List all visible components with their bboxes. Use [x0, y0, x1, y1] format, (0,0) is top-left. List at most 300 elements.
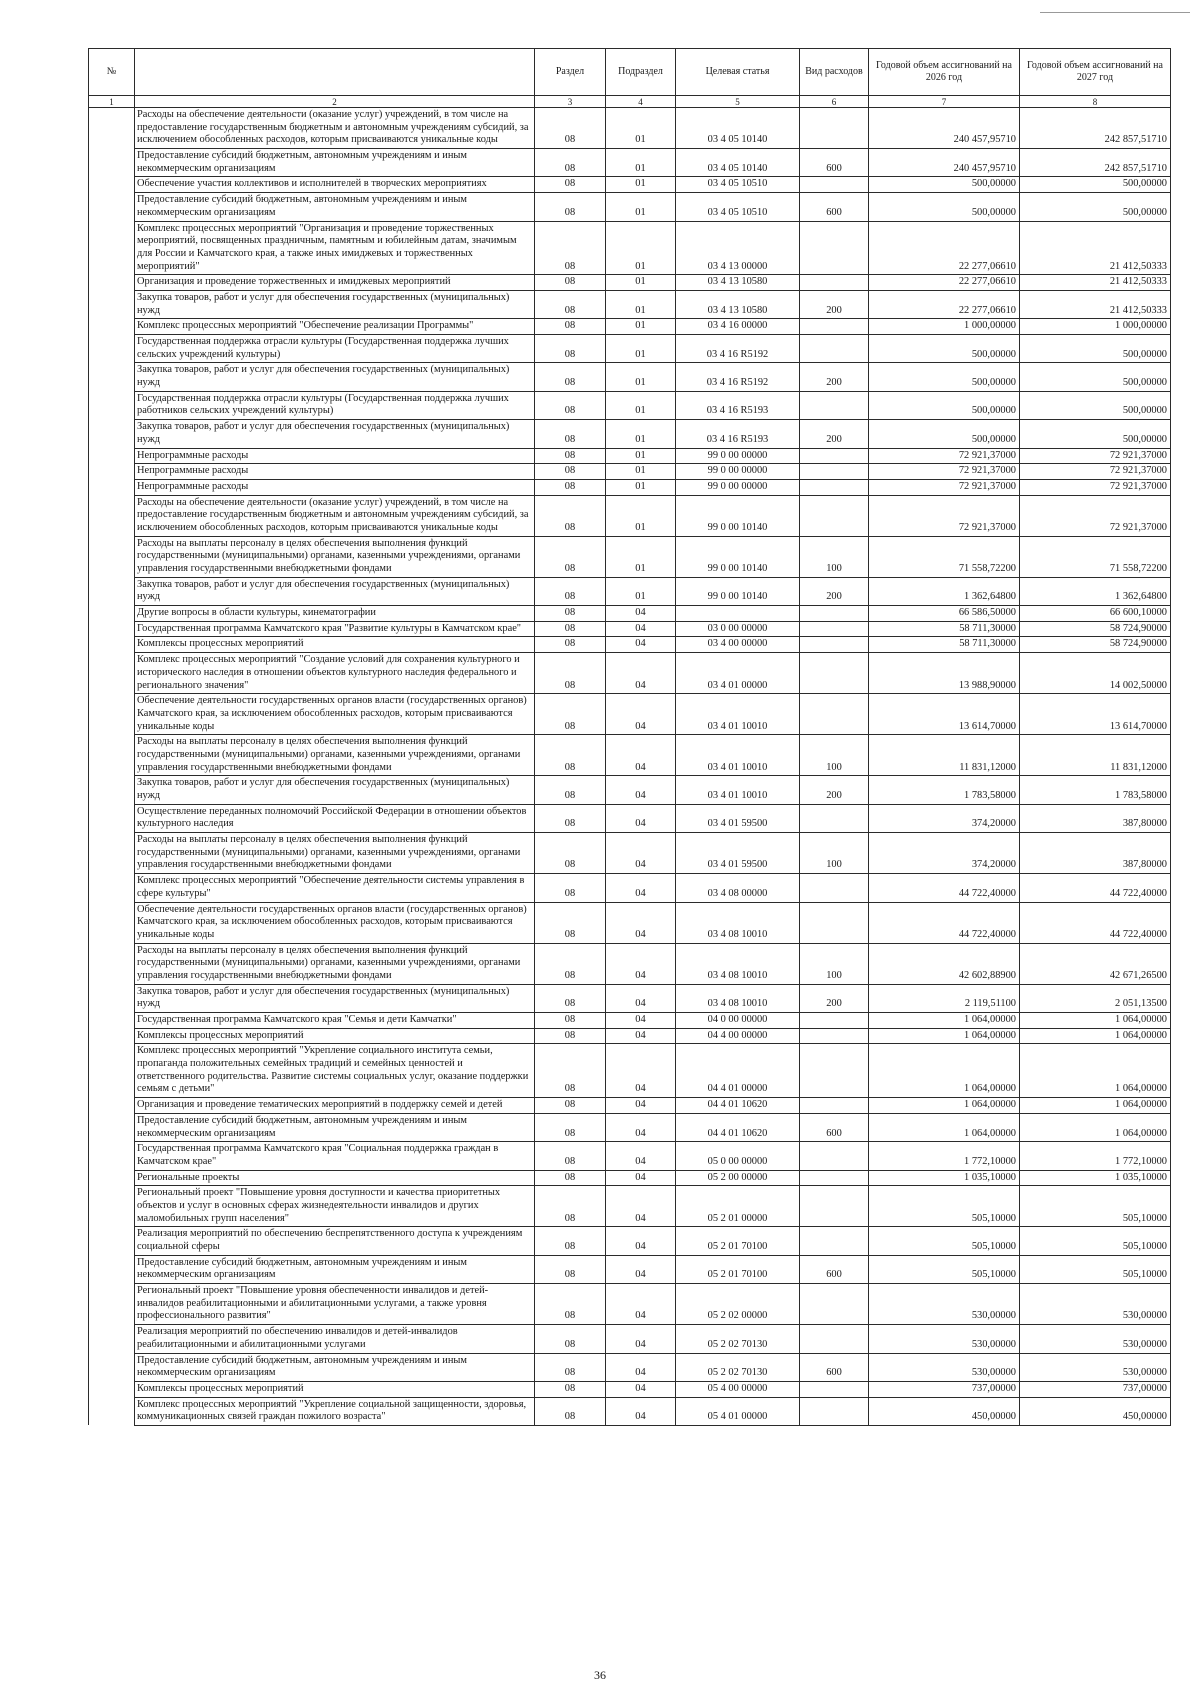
- expense-type-code: [800, 1028, 869, 1044]
- header-name: [135, 49, 535, 96]
- podrazdel-code: 04: [606, 1113, 676, 1141]
- row-number-cell: [89, 1227, 135, 1255]
- amount-2026: 72 921,37000: [869, 464, 1020, 480]
- expense-name: Комплекс процессных мероприятий "Укрепление социального института семьи, пропаганда положительных семейных традиций и семейных ценностей и ответственного родительства. Развитие системы социальных услуг, оказание поддержки семьям с детьми": [135, 1044, 535, 1098]
- razdel-code: 08: [535, 1325, 606, 1353]
- table-row: [89, 177, 1171, 193]
- row-number-cell: [89, 1186, 135, 1227]
- amount-2026: 72 921,37000: [869, 479, 1020, 495]
- top-edge-line: [1040, 12, 1190, 13]
- header-2027: Годовой объем ассигнований на 2027 год: [1020, 49, 1171, 96]
- expense-name: Расходы на выплаты персоналу в целях обеспечения выполнения функций государственными (муниципальными) органами, казенными учреждениями, органами управления государственными внебюджетными фондами: [135, 536, 535, 577]
- row-number-cell: [89, 735, 135, 776]
- amount-2027: 1 064,00000: [1020, 1044, 1171, 1098]
- target-article-code: 05 4 01 00000: [676, 1397, 800, 1425]
- podrazdel-code: 01: [606, 335, 676, 363]
- razdel-code: 08: [535, 1044, 606, 1098]
- expense-name: Государственная программа Камчатского края "Социальная поддержка граждан в Камчатском крае": [135, 1142, 535, 1170]
- amount-2027: 1 064,00000: [1020, 1013, 1171, 1029]
- podrazdel-code: 04: [606, 1142, 676, 1170]
- target-article-code: 03 4 16 00000: [676, 319, 800, 335]
- row-number-cell: [89, 290, 135, 318]
- amount-2026: 374,20000: [869, 804, 1020, 832]
- amount-2027: 44 722,40000: [1020, 902, 1171, 943]
- amount-2026: 500,00000: [869, 391, 1020, 419]
- expense-type-code: 200: [800, 984, 869, 1012]
- amount-2027: 1 064,00000: [1020, 1098, 1171, 1114]
- table-row: [89, 833, 1171, 874]
- amount-2026: 500,00000: [869, 193, 1020, 221]
- header-no: №: [89, 49, 135, 96]
- expense-type-code: [800, 621, 869, 637]
- row-number-cell: [89, 1397, 135, 1425]
- expense-type-code: [800, 177, 869, 193]
- expense-type-code: [800, 1013, 869, 1029]
- table-row: [89, 1353, 1171, 1381]
- row-number-cell: [89, 536, 135, 577]
- expense-type-code: [800, 874, 869, 902]
- table-row: [89, 735, 1171, 776]
- expense-name: Предоставление субсидий бюджетным, автономным учреждениям и иным некоммерческим организациям: [135, 193, 535, 221]
- expense-type-code: [800, 464, 869, 480]
- row-number-cell: [89, 1325, 135, 1353]
- expense-name: Комплексы процессных мероприятий: [135, 637, 535, 653]
- podrazdel-code: 04: [606, 1284, 676, 1325]
- row-number-cell: [89, 653, 135, 694]
- amount-2027: 66 600,10000: [1020, 606, 1171, 622]
- target-article-code: 04 4 00 00000: [676, 1028, 800, 1044]
- amount-2027: 242 857,51710: [1020, 108, 1171, 149]
- expense-type-code: 100: [800, 943, 869, 984]
- amount-2027: 505,10000: [1020, 1227, 1171, 1255]
- razdel-code: 08: [535, 694, 606, 735]
- expense-name: Государственная программа Камчатского края "Развитие культуры в Камчатском крае": [135, 621, 535, 637]
- amount-2026: 22 277,06610: [869, 275, 1020, 291]
- amount-2026: 71 558,72200: [869, 536, 1020, 577]
- amount-2027: 450,00000: [1020, 1397, 1171, 1425]
- row-number-cell: [89, 1028, 135, 1044]
- table-row: [89, 1381, 1171, 1397]
- expense-name: Осуществление переданных полномочий Российской Федерации в отношении объектов культурного наследия: [135, 804, 535, 832]
- amount-2026: 500,00000: [869, 335, 1020, 363]
- amount-2026: 240 457,95710: [869, 108, 1020, 149]
- amount-2027: 505,10000: [1020, 1186, 1171, 1227]
- razdel-code: 08: [535, 464, 606, 480]
- row-number-cell: [89, 776, 135, 804]
- amount-2027: 21 412,50333: [1020, 221, 1171, 275]
- razdel-code: 08: [535, 536, 606, 577]
- amount-2027: 21 412,50333: [1020, 275, 1171, 291]
- podrazdel-code: 04: [606, 694, 676, 735]
- amount-2027: 11 831,12000: [1020, 735, 1171, 776]
- row-number-cell: [89, 833, 135, 874]
- amount-2027: 530,00000: [1020, 1353, 1171, 1381]
- table-row: [89, 290, 1171, 318]
- expense-name: Комплекс процессных мероприятий "Укрепление социальной защищенности, здоровья, коммуникационных связей граждан пожилого возраста": [135, 1397, 535, 1425]
- razdel-code: 08: [535, 1255, 606, 1283]
- razdel-code: 08: [535, 1353, 606, 1381]
- amount-2026: 240 457,95710: [869, 149, 1020, 177]
- razdel-code: 08: [535, 319, 606, 335]
- podrazdel-code: 01: [606, 363, 676, 391]
- razdel-code: 08: [535, 363, 606, 391]
- expense-name: Региональный проект "Повышение уровня обеспеченности инвалидов и детей-инвалидов реабилитационными и абилитационными услугами, а также уровня профессионального развития": [135, 1284, 535, 1325]
- target-article-code: 03 4 16 R5193: [676, 420, 800, 448]
- amount-2026: 44 722,40000: [869, 902, 1020, 943]
- amount-2026: 72 921,37000: [869, 448, 1020, 464]
- table-row: [89, 1113, 1171, 1141]
- table-row: [89, 275, 1171, 291]
- expense-type-code: 600: [800, 1353, 869, 1381]
- expense-name: Закупка товаров, работ и услуг для обеспечения государственных (муниципальных) нужд: [135, 776, 535, 804]
- target-article-code: 03 4 13 10580: [676, 290, 800, 318]
- expense-name: Закупка товаров, работ и услуг для обеспечения государственных (муниципальных) нужд: [135, 420, 535, 448]
- row-number-cell: [89, 637, 135, 653]
- expense-type-code: 600: [800, 149, 869, 177]
- row-number-cell: [89, 874, 135, 902]
- row-number-cell: [89, 363, 135, 391]
- expense-name: Предоставление субсидий бюджетным, автономным учреждениям и иным некоммерческим организациям: [135, 1113, 535, 1141]
- razdel-code: 08: [535, 621, 606, 637]
- header-2026: Годовой объем ассигнований на 2026 год: [869, 49, 1020, 96]
- expense-type-code: [800, 1098, 869, 1114]
- target-article-code: 05 2 02 70130: [676, 1325, 800, 1353]
- target-article-code: 99 0 00 00000: [676, 479, 800, 495]
- podrazdel-code: 01: [606, 221, 676, 275]
- row-number-cell: [89, 1381, 135, 1397]
- row-number-cell: [89, 319, 135, 335]
- amount-2026: 44 722,40000: [869, 874, 1020, 902]
- amount-2027: 21 412,50333: [1020, 290, 1171, 318]
- amount-2027: 1 035,10000: [1020, 1170, 1171, 1186]
- table-row: [89, 902, 1171, 943]
- amount-2026: 505,10000: [869, 1255, 1020, 1283]
- podrazdel-code: 01: [606, 193, 676, 221]
- expense-type-code: [800, 804, 869, 832]
- razdel-code: 08: [535, 391, 606, 419]
- razdel-code: 08: [535, 335, 606, 363]
- podrazdel-code: 04: [606, 776, 676, 804]
- target-article-code: 05 2 01 70100: [676, 1255, 800, 1283]
- expense-type-code: [800, 1284, 869, 1325]
- column-number: 1: [89, 96, 135, 108]
- amount-2027: 387,80000: [1020, 833, 1171, 874]
- target-article-code: 03 4 13 00000: [676, 221, 800, 275]
- podrazdel-code: 01: [606, 149, 676, 177]
- podrazdel-code: 01: [606, 448, 676, 464]
- expense-type-code: [800, 275, 869, 291]
- table-row: [89, 1013, 1171, 1029]
- row-number-cell: [89, 193, 135, 221]
- row-number-cell: [89, 1284, 135, 1325]
- amount-2026: 13 614,70000: [869, 694, 1020, 735]
- podrazdel-code: 04: [606, 902, 676, 943]
- header-podrazdel: Подраздел: [606, 49, 676, 96]
- expense-type-code: [800, 1227, 869, 1255]
- podrazdel-code: 04: [606, 833, 676, 874]
- expense-type-code: 200: [800, 290, 869, 318]
- expense-type-code: 100: [800, 735, 869, 776]
- table-row: [89, 637, 1171, 653]
- column-number: 7: [869, 96, 1020, 108]
- table-body: [89, 108, 1171, 1426]
- podrazdel-code: 01: [606, 177, 676, 193]
- amount-2026: 530,00000: [869, 1353, 1020, 1381]
- razdel-code: 08: [535, 479, 606, 495]
- row-number-cell: [89, 943, 135, 984]
- budget-table: [88, 48, 1171, 1426]
- razdel-code: 08: [535, 221, 606, 275]
- razdel-code: 08: [535, 874, 606, 902]
- expense-name: Государственная программа Камчатского края "Семья и дети Камчатки": [135, 1013, 535, 1029]
- expense-name: Предоставление субсидий бюджетным, автономным учреждениям и иным некоммерческим организациям: [135, 1353, 535, 1381]
- expense-name: Региональные проекты: [135, 1170, 535, 1186]
- expense-type-code: [800, 1044, 869, 1098]
- table-row: [89, 479, 1171, 495]
- row-number-cell: [89, 1170, 135, 1186]
- expense-type-code: [800, 448, 869, 464]
- target-article-code: 04 4 01 10620: [676, 1098, 800, 1114]
- expense-type-code: [800, 1381, 869, 1397]
- podrazdel-code: 01: [606, 420, 676, 448]
- razdel-code: 08: [535, 902, 606, 943]
- razdel-code: 08: [535, 420, 606, 448]
- row-number-cell: [89, 420, 135, 448]
- podrazdel-code: 04: [606, 1186, 676, 1227]
- podrazdel-code: 04: [606, 1098, 676, 1114]
- expense-name: Расходы на обеспечение деятельности (оказание услуг) учреждений, в том числе на предоставление государственным бюджетным и автономным учреждениям субсидий, за исключением обособленных расходов, которым присваиваются уникальные коды: [135, 108, 535, 149]
- razdel-code: 08: [535, 495, 606, 536]
- podrazdel-code: 04: [606, 1028, 676, 1044]
- razdel-code: 08: [535, 637, 606, 653]
- table-row: [89, 149, 1171, 177]
- row-number-cell: [89, 621, 135, 637]
- amount-2026: 530,00000: [869, 1325, 1020, 1353]
- razdel-code: 08: [535, 776, 606, 804]
- expense-name: Предоставление субсидий бюджетным, автономным учреждениям и иным некоммерческим организациям: [135, 149, 535, 177]
- table-row: [89, 464, 1171, 480]
- table-row: [89, 363, 1171, 391]
- row-number-cell: [89, 448, 135, 464]
- razdel-code: 08: [535, 943, 606, 984]
- razdel-code: 08: [535, 193, 606, 221]
- podrazdel-code: 01: [606, 577, 676, 605]
- expense-type-code: [800, 1142, 869, 1170]
- column-number: 3: [535, 96, 606, 108]
- razdel-code: 08: [535, 833, 606, 874]
- row-number-cell: [89, 1044, 135, 1098]
- expense-type-code: [800, 902, 869, 943]
- target-article-code: 05 0 00 00000: [676, 1142, 800, 1170]
- amount-2027: 42 671,26500: [1020, 943, 1171, 984]
- expense-type-code: [800, 495, 869, 536]
- table-row: [89, 653, 1171, 694]
- razdel-code: 08: [535, 1284, 606, 1325]
- amount-2026: 505,10000: [869, 1227, 1020, 1255]
- target-article-code: 03 4 16 R5192: [676, 363, 800, 391]
- header-row: [89, 49, 1171, 96]
- table-row: [89, 1098, 1171, 1114]
- expense-type-code: [800, 391, 869, 419]
- expense-name: Непрограммные расходы: [135, 479, 535, 495]
- amount-2027: 1 000,00000: [1020, 319, 1171, 335]
- row-number-cell: [89, 1255, 135, 1283]
- amount-2027: 13 614,70000: [1020, 694, 1171, 735]
- row-number-cell: [89, 606, 135, 622]
- podrazdel-code: 01: [606, 319, 676, 335]
- podrazdel-code: 01: [606, 275, 676, 291]
- table-row: [89, 984, 1171, 1012]
- row-number-cell: [89, 984, 135, 1012]
- target-article-code: 05 2 00 00000: [676, 1170, 800, 1186]
- podrazdel-code: 04: [606, 984, 676, 1012]
- amount-2027: 1 772,10000: [1020, 1142, 1171, 1170]
- razdel-code: 08: [535, 735, 606, 776]
- amount-2026: 505,10000: [869, 1186, 1020, 1227]
- target-article-code: 03 4 08 10010: [676, 984, 800, 1012]
- expense-type-code: [800, 479, 869, 495]
- row-number-cell: [89, 464, 135, 480]
- expense-type-code: 200: [800, 577, 869, 605]
- target-article-code: 03 4 01 10010: [676, 776, 800, 804]
- razdel-code: 08: [535, 653, 606, 694]
- razdel-code: 08: [535, 1381, 606, 1397]
- amount-2026: 58 711,30000: [869, 621, 1020, 637]
- podrazdel-code: 04: [606, 1353, 676, 1381]
- amount-2027: 1 783,58000: [1020, 776, 1171, 804]
- amount-2027: 500,00000: [1020, 363, 1171, 391]
- razdel-code: 08: [535, 1142, 606, 1170]
- amount-2027: 72 921,37000: [1020, 464, 1171, 480]
- amount-2026: 42 602,88900: [869, 943, 1020, 984]
- expense-name: Комплекс процессных мероприятий "Обеспечение реализации Программы": [135, 319, 535, 335]
- podrazdel-code: 04: [606, 1044, 676, 1098]
- amount-2027: 737,00000: [1020, 1381, 1171, 1397]
- expense-name: Организация и проведение тематических мероприятий в поддержку семей и детей: [135, 1098, 535, 1114]
- podrazdel-code: 01: [606, 479, 676, 495]
- target-article-code: 03 4 16 R5193: [676, 391, 800, 419]
- expense-name: Комплексы процессных мероприятий: [135, 1028, 535, 1044]
- podrazdel-code: 04: [606, 1381, 676, 1397]
- table-row: [89, 1227, 1171, 1255]
- amount-2026: 2 119,51100: [869, 984, 1020, 1012]
- amount-2026: 1 035,10000: [869, 1170, 1020, 1186]
- amount-2027: 242 857,51710: [1020, 149, 1171, 177]
- razdel-code: 08: [535, 448, 606, 464]
- razdel-code: 08: [535, 275, 606, 291]
- podrazdel-code: 01: [606, 495, 676, 536]
- row-number-cell: [89, 177, 135, 193]
- razdel-code: 08: [535, 149, 606, 177]
- expense-type-code: 100: [800, 833, 869, 874]
- table-row: [89, 1255, 1171, 1283]
- razdel-code: 08: [535, 1098, 606, 1114]
- target-article-code: 03 4 05 10510: [676, 177, 800, 193]
- amount-2027: 14 002,50000: [1020, 653, 1171, 694]
- expense-name: Закупка товаров, работ и услуг для обеспечения государственных (муниципальных) нужд: [135, 984, 535, 1012]
- podrazdel-code: 04: [606, 943, 676, 984]
- table-row: [89, 577, 1171, 605]
- amount-2026: 1 064,00000: [869, 1013, 1020, 1029]
- expense-name: Комплекс процессных мероприятий "Создание условий для сохранения культурного и исторического наследия в отношении объектов культурного наследия федерального и регионального значения": [135, 653, 535, 694]
- expense-type-code: [800, 694, 869, 735]
- table-row: [89, 1284, 1171, 1325]
- table-row: [89, 221, 1171, 275]
- expense-name: Организация и проведение торжественных и имиджевых мероприятий: [135, 275, 535, 291]
- row-number-cell: [89, 804, 135, 832]
- razdel-code: 08: [535, 577, 606, 605]
- expense-type-code: 200: [800, 776, 869, 804]
- expense-name: Закупка товаров, работ и услуг для обеспечения государственных (муниципальных) нужд: [135, 363, 535, 391]
- podrazdel-code: 01: [606, 391, 676, 419]
- expense-type-code: [800, 637, 869, 653]
- header-celevaya: Целевая статья: [676, 49, 800, 96]
- amount-2027: 72 921,37000: [1020, 448, 1171, 464]
- amount-2026: 500,00000: [869, 363, 1020, 391]
- table-row: [89, 448, 1171, 464]
- amount-2027: 500,00000: [1020, 193, 1171, 221]
- amount-2027: 530,00000: [1020, 1284, 1171, 1325]
- table-row: [89, 1397, 1171, 1425]
- table-row: [89, 108, 1171, 149]
- podrazdel-code: 04: [606, 874, 676, 902]
- amount-2026: 1 064,00000: [869, 1028, 1020, 1044]
- expense-name: Расходы на выплаты персоналу в целях обеспечения выполнения функций государственными (муниципальными) органами, казенными учреждениями, органами управления государственными внебюджетными фондами: [135, 735, 535, 776]
- razdel-code: 08: [535, 108, 606, 149]
- expense-name: Государственная поддержка отрасли культуры (Государственная поддержка лучших работников сельских учреждений культуры): [135, 391, 535, 419]
- amount-2027: 71 558,72200: [1020, 536, 1171, 577]
- target-article-code: 99 0 00 10140: [676, 536, 800, 577]
- amount-2026: 22 277,06610: [869, 221, 1020, 275]
- expense-type-code: [800, 335, 869, 363]
- table-row: [89, 776, 1171, 804]
- table-row: [89, 495, 1171, 536]
- podrazdel-code: 04: [606, 804, 676, 832]
- target-article-code: 04 0 00 00000: [676, 1013, 800, 1029]
- razdel-code: 08: [535, 290, 606, 318]
- row-number-cell: [89, 221, 135, 275]
- amount-2027: 72 921,37000: [1020, 479, 1171, 495]
- amount-2026: 374,20000: [869, 833, 1020, 874]
- amount-2027: 2 051,13500: [1020, 984, 1171, 1012]
- row-number-cell: [89, 1013, 135, 1029]
- podrazdel-code: 04: [606, 1013, 676, 1029]
- amount-2026: 1 064,00000: [869, 1044, 1020, 1098]
- table-row: [89, 874, 1171, 902]
- row-number-cell: [89, 694, 135, 735]
- expense-type-code: 100: [800, 536, 869, 577]
- table-row: [89, 420, 1171, 448]
- podrazdel-code: 04: [606, 637, 676, 653]
- expense-type-code: [800, 1170, 869, 1186]
- razdel-code: 08: [535, 177, 606, 193]
- razdel-code: 08: [535, 1028, 606, 1044]
- amount-2026: 737,00000: [869, 1381, 1020, 1397]
- amount-2027: 58 724,90000: [1020, 637, 1171, 653]
- razdel-code: 08: [535, 984, 606, 1012]
- target-article-code: 03 4 05 10140: [676, 108, 800, 149]
- target-article-code: 05 4 00 00000: [676, 1381, 800, 1397]
- razdel-code: 08: [535, 1186, 606, 1227]
- expense-name: Региональный проект "Повышение уровня доступности и качества приоритетных объектов и услуг в основных сферах жизнедеятельности инвалидов и других маломобильных групп населения": [135, 1186, 535, 1227]
- target-article-code: 99 0 00 10140: [676, 577, 800, 605]
- razdel-code: 08: [535, 1227, 606, 1255]
- expense-name: Государственная поддержка отрасли культуры (Государственная поддержка лучших сельских учреждений культуры): [135, 335, 535, 363]
- expense-name: Непрограммные расходы: [135, 464, 535, 480]
- podrazdel-code: 04: [606, 653, 676, 694]
- amount-2026: 500,00000: [869, 420, 1020, 448]
- amount-2026: 1 064,00000: [869, 1113, 1020, 1141]
